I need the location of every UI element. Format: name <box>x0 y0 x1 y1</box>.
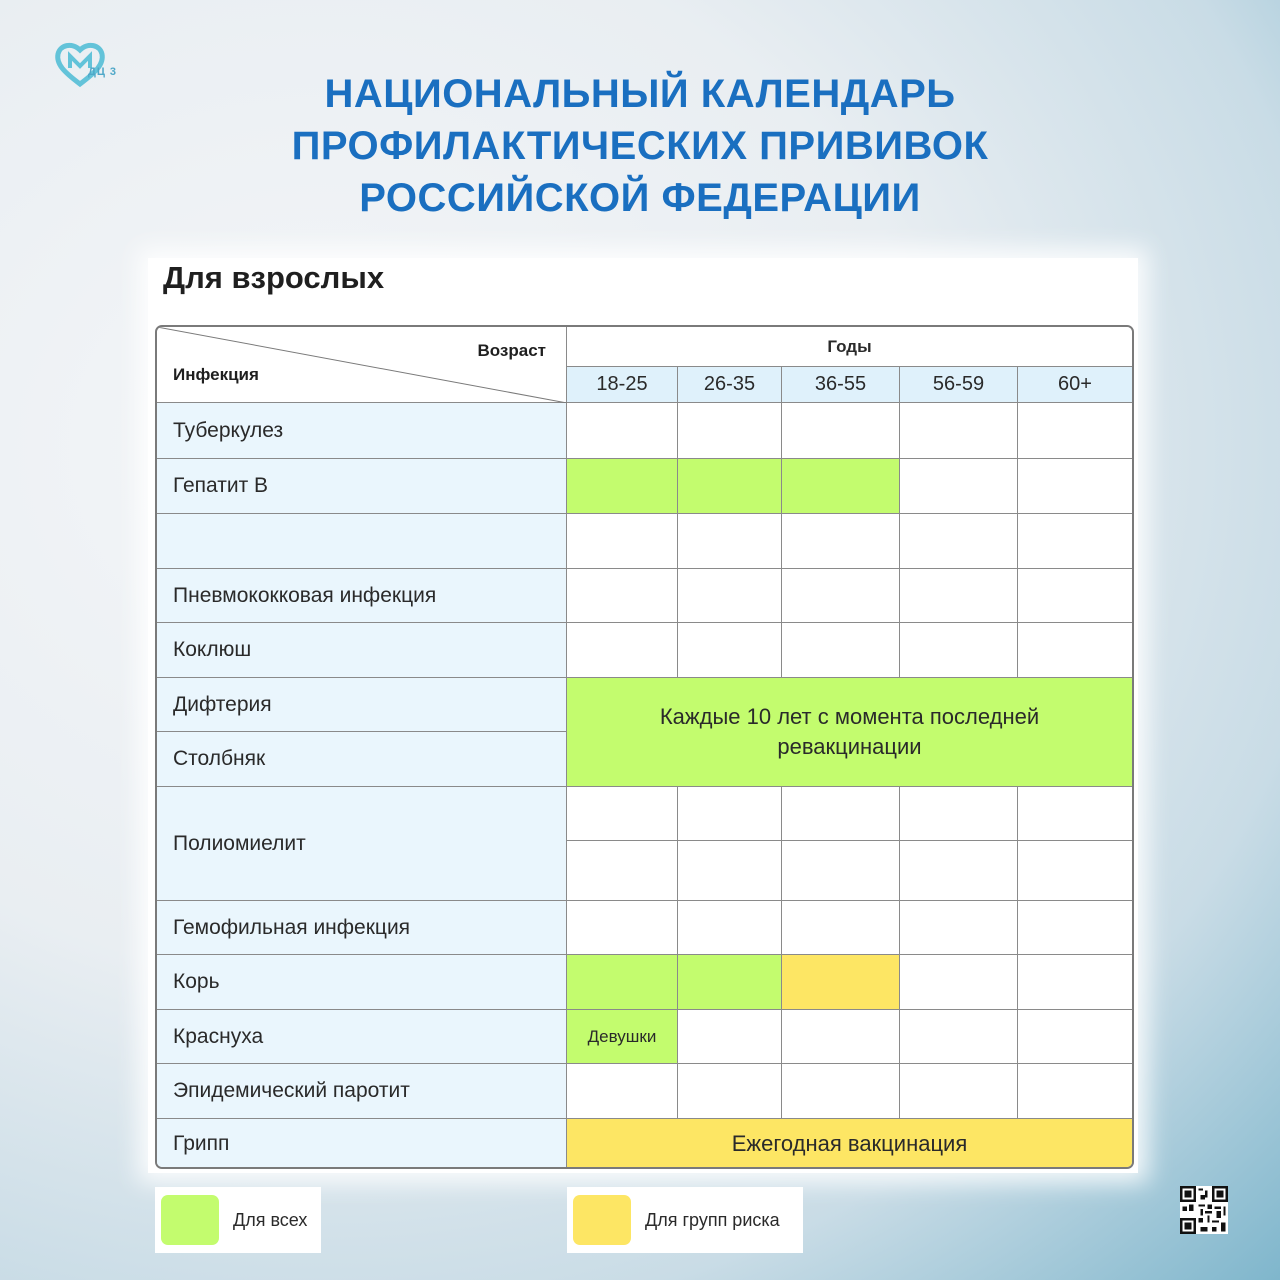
cell-for-all <box>782 459 900 514</box>
cell-for-all <box>678 955 782 1010</box>
table-cell <box>567 841 678 901</box>
table-cell <box>782 1064 900 1119</box>
infection-hemophilus: Гемофильная инфекция <box>157 901 567 955</box>
table-cell <box>678 787 782 841</box>
diphtheria-tetanus-note: Каждые 10 лет с момента последней ревакцинации <box>567 678 1132 787</box>
table-cell <box>782 1010 900 1064</box>
infection-empty <box>157 514 567 569</box>
table-cell <box>678 901 782 955</box>
infection-flu: Грипп <box>157 1119 567 1169</box>
table-corner-header <box>157 327 567 403</box>
table-cell <box>1018 1064 1132 1119</box>
table-cell <box>900 841 1018 901</box>
legend-for-all <box>155 1187 321 1253</box>
table-cell <box>1018 841 1132 901</box>
legend-risk-groups <box>567 1187 803 1253</box>
table-cell <box>678 841 782 901</box>
infection-tetanus: Столбняк <box>157 732 567 787</box>
legend-label-risk-groups: Для групп риска <box>645 1209 780 1230</box>
qr-code-icon <box>1180 1186 1228 1234</box>
table-cell <box>1018 569 1132 623</box>
table-cell <box>900 955 1018 1010</box>
table-cell <box>900 787 1018 841</box>
table-cell <box>900 1010 1018 1064</box>
age-range-60-plus: 60+ <box>1018 367 1132 403</box>
years-header: Годы <box>567 327 1132 367</box>
table-cell <box>782 787 900 841</box>
vaccination-table <box>155 325 1134 1169</box>
table-cell <box>1018 459 1132 514</box>
table-cell <box>782 514 900 569</box>
title-line-3: РОССИЙСКОЙ ФЕДЕРАЦИИ <box>359 176 921 220</box>
table-cell <box>1018 403 1132 459</box>
table-cell <box>782 403 900 459</box>
table-cell <box>1018 1010 1132 1064</box>
table-cell <box>678 403 782 459</box>
table-cell <box>1018 514 1132 569</box>
infection-hepatitis-b: Гепатит В <box>157 459 567 514</box>
table-cell <box>567 569 678 623</box>
cell-for-all <box>678 459 782 514</box>
table-cell <box>567 1064 678 1119</box>
cell-risk-groups <box>782 955 900 1010</box>
table-cell <box>1018 787 1132 841</box>
table-cell <box>900 623 1018 678</box>
schedule-card <box>148 258 1138 1173</box>
table-cell <box>900 901 1018 955</box>
infection-tuberculosis: Туберкулез <box>157 403 567 459</box>
table-cell <box>1018 623 1132 678</box>
cell-for-all <box>567 459 678 514</box>
table-cell <box>678 569 782 623</box>
table-cell <box>782 841 900 901</box>
table-cell <box>782 623 900 678</box>
table-cell <box>782 901 900 955</box>
infection-pertussis: Коклюш <box>157 623 567 678</box>
table-cell <box>900 459 1018 514</box>
infection-rubella: Краснуха <box>157 1010 567 1064</box>
infection-measles: Корь <box>157 955 567 1010</box>
table-cell <box>900 514 1018 569</box>
infection-diphtheria: Дифтерия <box>157 678 567 732</box>
table-cell <box>678 514 782 569</box>
flu-annual-note: Ежегодная вакцинация <box>567 1119 1132 1169</box>
infection-mumps: Эпидемический паротит <box>157 1064 567 1119</box>
cell-for-all <box>567 955 678 1010</box>
table-cell <box>567 623 678 678</box>
table-cell <box>782 569 900 623</box>
legend-swatch-green <box>161 1195 219 1245</box>
table-cell <box>900 569 1018 623</box>
age-range-26-35: 26-35 <box>678 367 782 403</box>
table-cell <box>567 403 678 459</box>
table-cell <box>567 901 678 955</box>
table-cell <box>1018 955 1132 1010</box>
logo-text: ДЦ 3 <box>88 66 118 78</box>
infection-header: Инфекция <box>173 365 259 384</box>
legend-label-for-all: Для всех <box>233 1209 308 1230</box>
table-cell <box>678 623 782 678</box>
table-cell <box>678 1010 782 1064</box>
legend-swatch-yellow <box>573 1195 631 1245</box>
title-line-1: НАЦИОНАЛЬНЫЙ КАЛЕНДАРЬ <box>324 72 956 116</box>
page-title <box>0 68 1280 224</box>
infection-polio: Полиомиелит <box>157 787 567 901</box>
table-cell <box>1018 901 1132 955</box>
table-cell <box>900 1064 1018 1119</box>
age-range-18-25: 18-25 <box>567 367 678 403</box>
section-title: Для взрослых <box>163 260 385 295</box>
age-range-36-55: 36-55 <box>782 367 900 403</box>
table-cell <box>567 787 678 841</box>
table-cell <box>678 1064 782 1119</box>
infection-pneumococcal: Пневмококковая инфекция <box>157 569 567 623</box>
table-cell <box>900 403 1018 459</box>
age-header: Возраст <box>477 341 546 360</box>
title-line-2: ПРОФИЛАКТИЧЕСКИХ ПРИВИВОК <box>291 124 989 168</box>
rubella-girls-note: Девушки <box>567 1010 678 1064</box>
age-range-56-59: 56-59 <box>900 367 1018 403</box>
table-cell <box>567 514 678 569</box>
